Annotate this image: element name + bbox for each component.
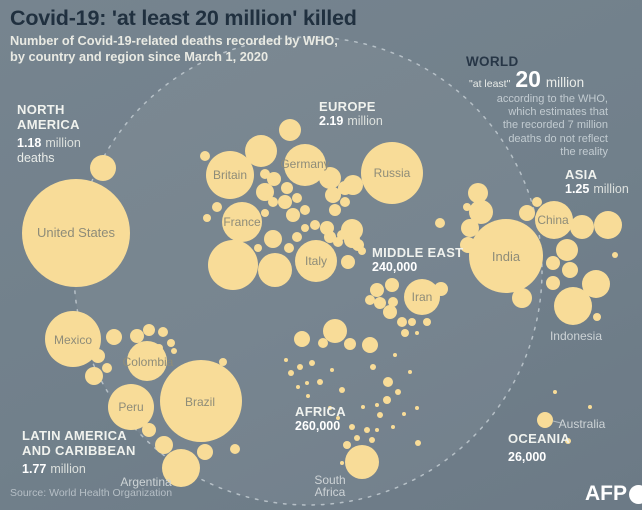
bubble [383,377,393,387]
region-name: OCEANIA [508,431,571,446]
bubble [383,305,397,319]
bubble [340,461,344,465]
bubble-australia [537,412,553,428]
bubble [155,344,163,352]
bubble [264,230,282,248]
world-note-line: which estimates that [508,106,608,119]
bubble [261,209,269,217]
page-subtitle [10,33,338,65]
bubble [375,428,379,432]
bubble [397,317,407,327]
bubble [90,155,116,181]
region-value: 260,000 [295,419,341,433]
bubble [358,247,366,255]
bubble [309,360,315,366]
bubble [143,324,155,336]
bubble [281,182,293,194]
country-label-peru: Peru [118,400,144,414]
bubble [106,329,122,345]
page-title: Covid-19: 'at least 20 million' killed [10,6,357,30]
bubble [408,370,412,374]
country-label-argentina: Argentina [120,475,172,489]
country-label-south-africa: South Africa [314,473,346,499]
region-name: EUROPE [319,99,376,114]
country-label-iran: Iran [411,290,433,304]
bubble [91,349,105,363]
world-total-value [469,66,584,93]
region-name: NORTH [17,102,65,117]
bubble [317,379,323,385]
country-label-indonesia: Indonesia [549,329,603,343]
country-label-brazil: Brazil [184,395,216,409]
bubble [343,441,351,449]
bubble [219,358,227,366]
bubble [310,220,320,230]
bubble [423,318,431,326]
world-unit: million [545,75,585,90]
bubble [377,412,383,418]
region-name: ASIA [565,167,598,182]
region-label-asia [565,167,629,197]
bubble [203,214,211,222]
bubble [395,389,401,395]
country-label-italy: Italy [304,254,328,268]
bubble [365,295,375,305]
bubble [296,385,300,389]
bubble [370,364,376,370]
bubble [402,412,406,416]
bubble [297,364,303,370]
bubble [85,367,103,385]
bubble [354,435,360,441]
region-name: LATIN AMERICA [22,428,127,443]
bubble [532,197,542,207]
country-label-britain: Britain [212,168,248,182]
bubble [258,253,292,287]
bubble [155,436,173,454]
bubble [369,437,375,443]
bubble [344,232,360,248]
subtitle-line-2: by country and region since March 1, 2020 [10,49,269,64]
region-unit: million [50,462,86,476]
bubble [556,239,578,261]
bubble [208,240,258,290]
afp-logo [585,482,642,506]
country-label-germany: Germany [280,157,330,171]
bubble [364,427,370,433]
region-label-oceania [508,431,570,465]
bubble [306,394,310,398]
bubble [245,135,277,167]
world-note-line: deaths do not reflect [508,132,608,145]
bubble [546,276,560,290]
region-value: 240,000 [372,260,418,274]
bubble [570,215,594,239]
region-name: AMERICA [17,117,80,132]
afp-logo-text: AFP [585,482,627,505]
bubble [519,205,535,221]
bubble [294,331,310,347]
bubble [370,283,384,297]
region-value: 1.18 [17,136,42,150]
bubble [279,119,301,141]
bubble [612,252,618,258]
country-label-colombia: Colombia [122,355,174,369]
region-label-middle-east [372,245,463,275]
bubble [130,329,144,343]
bubble [546,256,560,270]
bubble [329,204,341,216]
bubble [142,423,156,437]
bubble [212,202,222,212]
bubble [288,370,294,376]
country-label-france: France [223,215,261,229]
bubble [286,208,300,222]
country-label-india: India [491,249,521,264]
bubble [305,381,309,385]
world-qualifier: "at least" [469,78,511,90]
bubble [301,224,309,232]
country-label-mexico: Mexico [53,333,93,347]
bubble [324,231,336,243]
bubble [330,368,334,372]
source-credit: Source: World Health Organization [10,487,173,499]
bubble [408,318,416,326]
bubble [197,444,213,460]
bubble-south-africa [345,445,379,479]
country-label-china: China [537,213,569,227]
region-unit: million [45,136,81,150]
bubble [292,232,302,242]
bubble [562,262,578,278]
bubble [393,353,397,357]
bubble [468,183,488,203]
region-label-north-america [17,102,81,166]
world-note-line: the reality [560,145,608,158]
bubble [415,406,419,410]
bubble [102,363,112,373]
bubble [385,278,399,292]
bubble [594,211,622,239]
bubble [461,219,479,237]
region-name: MIDDLE EAST [372,245,464,260]
world-note-line: according to the WHO, [496,93,608,105]
bubble [323,319,347,343]
bubble [260,169,270,179]
region-value: 1.77 [22,462,47,476]
region-label-latin-america [22,428,136,477]
subtitle-line-1: Number of Covid-19-related deaths recorded by WHO, [10,33,338,48]
bubble [343,175,363,195]
bubble [254,244,262,252]
bubble [171,348,177,354]
region-label-africa [295,404,346,434]
bubble [278,195,292,209]
region-label-europe [319,99,383,129]
bubble [300,205,310,215]
bubble [292,193,302,203]
bubble [415,440,421,446]
bubble [318,338,328,348]
region-value: 26,000 [508,450,547,464]
bubble [582,270,610,298]
bubble [340,197,350,207]
bubble [588,405,592,409]
bubble [167,339,175,347]
bubble [341,255,355,269]
bubble [375,403,379,407]
bubble [362,337,378,353]
bubble [200,151,210,161]
world-note [450,93,608,159]
bubble [391,425,395,429]
bubble [374,297,386,309]
region-value: 2.19 [319,114,344,128]
bubble [339,387,345,393]
bubble [344,338,356,350]
bubble [284,243,294,253]
region-name: AND CARIBBEAN [22,443,136,458]
bubble [415,331,419,335]
bubble [401,329,409,337]
region-unit-2: deaths [17,151,55,165]
bubble [383,396,391,404]
country-label-united-states: United States [36,225,116,240]
region-unit: million [347,114,383,128]
country-label-australia: Australia [558,417,606,431]
bubble [268,197,278,207]
bubble [553,390,557,394]
country-label-russia: Russia [373,166,411,180]
bubble [230,444,240,454]
bubble [434,282,448,296]
world-note-line: the recorded 7 million [502,119,608,132]
bubble [512,288,532,308]
region-unit: million [593,182,629,196]
bubble [361,405,365,409]
bubble [593,313,601,321]
afp-logo-circle-icon [629,485,642,504]
bubble [435,218,445,228]
region-name: AFRICA [295,404,346,419]
world-number: 20 [515,66,541,92]
bubble [349,424,355,430]
bubble [284,358,288,362]
world-label: WORLD [466,54,519,69]
region-value: 1.25 [565,182,590,196]
bubble [158,327,168,337]
bubble [463,203,471,211]
